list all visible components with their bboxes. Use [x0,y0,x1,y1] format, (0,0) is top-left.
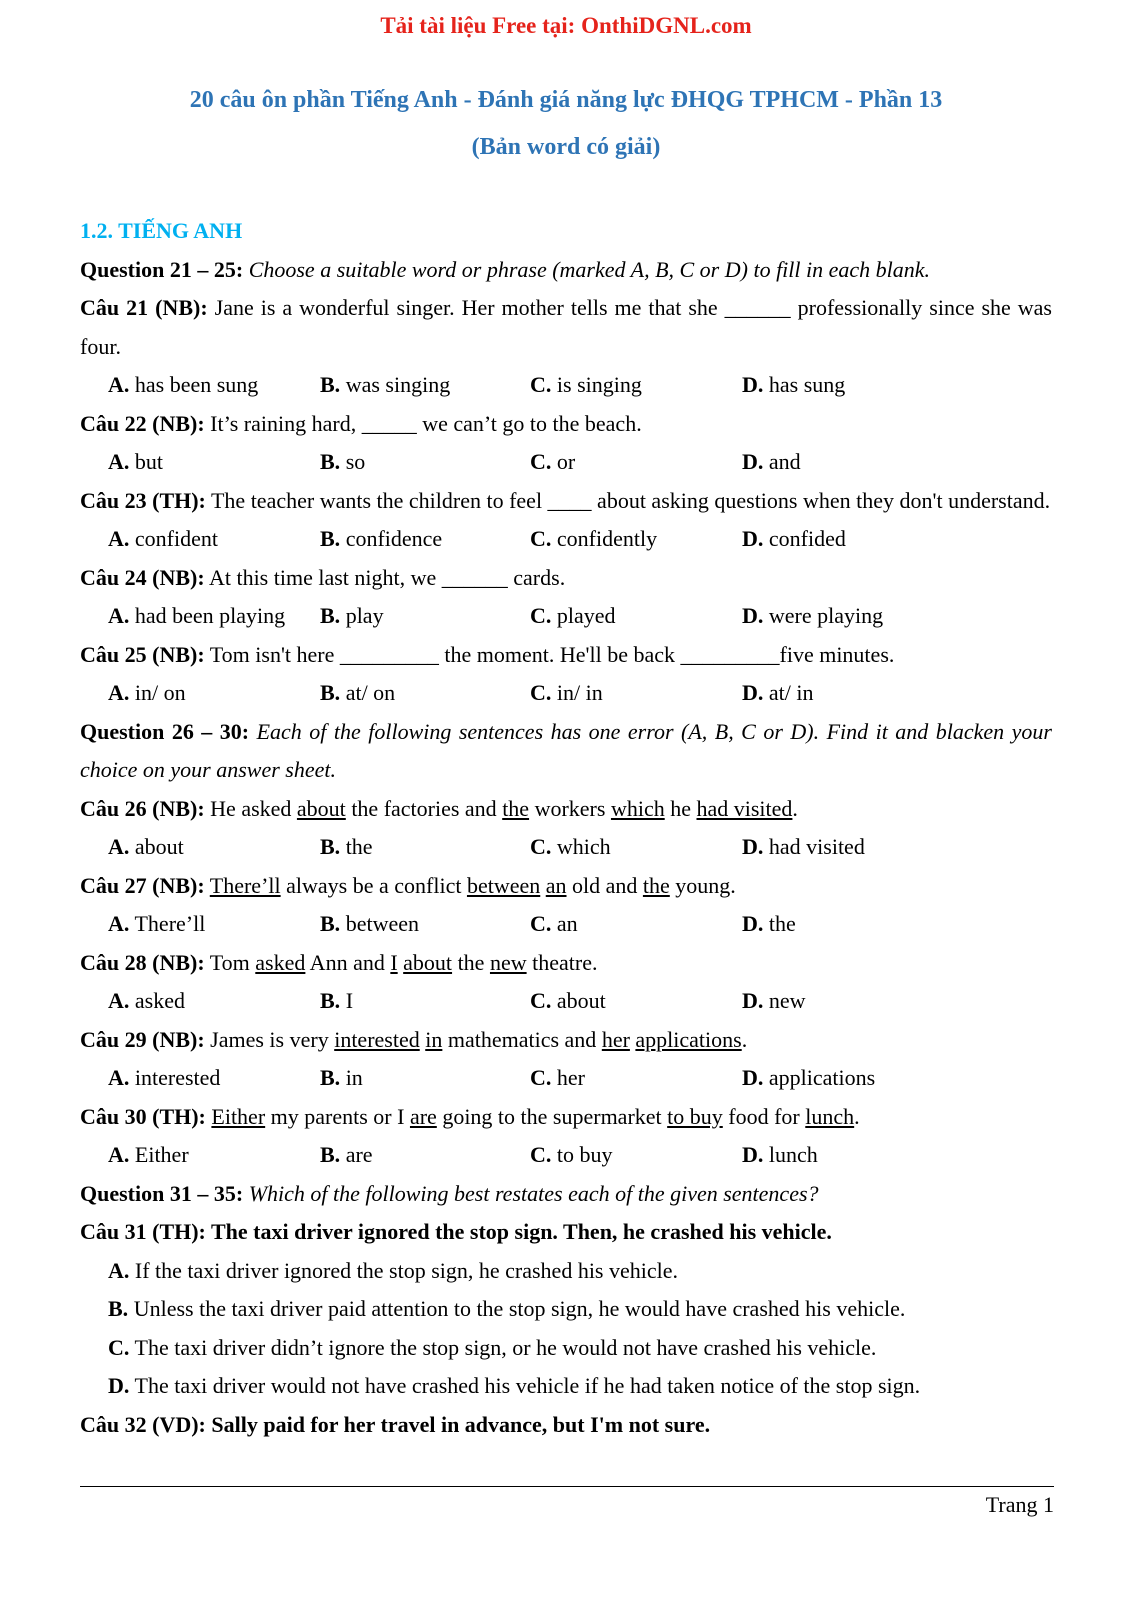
underlined-text: asked [255,949,306,975]
question-text [205,796,798,821]
option-letter: B. [320,680,341,705]
question-label: Câu 27 (NB): [80,872,205,898]
option-letter: B. [320,1065,341,1090]
text-run: Tom [204,949,256,975]
question-26 [80,790,1052,829]
section-heading: 1.2. TIẾNG ANH [80,218,243,243]
text-run: At this time last night, we ______ cards. [204,564,566,590]
question-text [205,411,642,436]
option-letter: C. [530,1065,552,1090]
options-row-22 [80,443,1052,482]
option-letter: A. [108,834,130,859]
option-d: D. confided [742,526,846,551]
option-letter: D. [742,449,764,474]
text-run: always be a conflict [280,872,467,898]
options-row-23 [80,520,1052,559]
option-d: D. lunch [742,1142,818,1167]
option-letter: C. [530,372,552,397]
option-a: A. interested [108,1065,221,1090]
options-row-27 [80,905,1052,944]
title-line-1: 20 câu ôn phần Tiếng Anh - Đánh giá năng lực ĐHQG TPHCM - Phần 13 [189,87,943,113]
page-footer [80,1486,1054,1520]
question-27 [80,867,1052,906]
options-row-29 [80,1059,1052,1098]
option-letter: D. [742,1065,764,1090]
option-letter: A. [108,988,130,1013]
underlined-text: an [545,872,567,898]
question-25 [80,636,1052,675]
text-run: The teacher wants the children to feel ____ about asking questions when they don't understand. [205,487,1051,513]
question-22 [80,405,1052,444]
text-run: It’s raining hard, _____ we can’t go to the beach. [204,410,642,436]
question-21 [80,289,1052,366]
question-29 [80,1021,1052,1060]
question-text [205,642,895,667]
question-32 [80,1406,1052,1445]
option-letter: A. [108,603,130,628]
option-d: D. the [742,911,796,936]
question-31-option-c [80,1329,1052,1368]
text-run: Ann and [305,949,391,975]
group-intro-instruction: Which of the following best restates each of the given sentences? [243,1180,819,1206]
option-a: A. has been sung [108,372,259,397]
question-text [80,295,1052,359]
option-a: A. asked [108,988,185,1013]
question-31-option-d [80,1367,1052,1406]
option-c: C. her [530,1065,585,1090]
option-b: B. confidence [320,526,443,551]
text-run: He asked [204,795,297,821]
option-d: D. applications [742,1065,876,1090]
underlined-text: the [502,795,530,821]
option-letter: C. [530,834,552,859]
underlined-text: between [466,872,541,898]
option-b: B. was singing [320,372,451,397]
question-30 [80,1098,1052,1137]
text-run: workers [529,795,611,821]
option-letter: C. [530,680,552,705]
title-line-2: (Bản word có giải) [471,134,661,160]
options-row-30 [80,1136,1052,1175]
option-letter: C. [530,449,552,474]
question-label: Câu 32 (VD): [80,1411,206,1437]
watermark-header [0,12,1132,40]
option-letter: A. [108,911,130,936]
option-letter: D. [742,911,764,936]
question-label: Câu 28 (NB): [80,949,205,975]
question-label: Câu 24 (NB): [80,564,205,590]
options-row-25 [80,674,1052,713]
option-letter: B. [320,449,341,474]
text-run: mathematics and [442,1026,602,1052]
group-intro-label: Question 31 – 35: [80,1180,244,1206]
option-a: A. in/ on [108,680,186,705]
option-c: C. in/ in [530,680,603,705]
text-run: my parents or I [265,1103,410,1129]
option-d: D. and [742,449,801,474]
option-a: A. had been playing [108,603,286,628]
text-run: Jane is a wonderful singer. Her mother tells me that she ______ professionally since she was four. [80,295,1052,359]
option-letter: D. [742,834,764,859]
option-b: B. are [320,1142,373,1167]
watermark-text: Tải tài liệu Free tại: OnthiDGNL.com [380,13,752,38]
group-intro-26-30 [80,713,1052,790]
option-b: B. the [320,834,373,859]
option-d: D. at/ in [742,680,814,705]
option-letter: B. [320,526,341,551]
group-intro-instruction: Each of the following sentences has one error (A, B, C or D). Find it and blacken your choice on your answer sheet. [80,718,1052,782]
underlined-text: which [610,795,665,821]
option-letter: B. [320,372,341,397]
question-23 [80,482,1052,521]
group-intro-31-35 [80,1175,1052,1214]
question-text [206,488,1050,513]
text-run: James is very [204,1026,335,1052]
underlined-text: had visited [696,795,793,821]
option-a: A. about [108,834,184,859]
option-text: Unless the taxi driver paid attention to the stop sign, he would have crashed his vehicle. [133,1296,906,1321]
question-text [205,1027,748,1052]
text-run: the [452,949,490,975]
option-a: A. There’ll [108,911,206,936]
group-intro-instruction: Choose a suitable word or phrase (marked A, B, C or D) to fill in each blank. [243,256,931,282]
question-label: Câu 29 (NB): [80,1026,205,1052]
option-letter: B. [320,911,341,936]
question-label: Câu 30 (TH): [80,1103,206,1129]
option-c: C. played [530,603,616,628]
question-label: Câu 26 (NB): [80,795,205,821]
text-run: young. [669,872,736,898]
option-letter: D. [742,680,764,705]
option-letter: B. [320,603,341,628]
option-b: B. play [320,603,384,628]
option-c: C. which [530,834,611,859]
option-text: The taxi driver didn’t ignore the stop sign, or he would not have crashed his vehicle. [134,1334,877,1360]
option-letter: D. [742,372,764,397]
group-intro-label: Question 21 – 25: [80,256,244,282]
option-b: B. in [320,1065,363,1090]
option-c: C. to buy [530,1142,613,1167]
option-a: A. but [108,449,164,474]
option-text: The taxi driver would not have crashed his vehicle if he had taken notice of the stop sign. [134,1373,921,1398]
option-c: C. is singing [530,372,642,397]
underlined-text: about [296,795,346,821]
underlined-text: in [425,1026,443,1052]
question-24 [80,559,1052,598]
question-31-option-b [80,1290,1052,1329]
option-c: C. an [530,911,578,936]
question-31 [80,1213,1052,1252]
question-28 [80,944,1052,983]
option-c: C. confidently [530,526,658,551]
options-row-24 [80,597,1052,636]
text-run: theatre. [526,949,598,975]
option-a: A. Either [108,1142,189,1167]
option-letter: C. [530,603,552,628]
group-intro-21-25 [80,251,1052,290]
option-c: C. about [530,988,606,1013]
option-letter: D. [742,988,764,1013]
option-letter: D. [742,603,764,628]
option-b: B. so [320,449,366,474]
option-d: D. has sung [742,372,846,397]
underlined-text: are [409,1103,437,1129]
option-letter: D. [108,1373,130,1398]
question-text [205,873,736,898]
options-row-26 [80,828,1052,867]
option-letter: C. [108,1334,130,1360]
option-d: D. new [742,988,806,1013]
underlined-text: her [601,1026,630,1052]
underlined-text: lunch [805,1103,855,1129]
text-run: the factories and [345,795,503,821]
option-letter: B. [320,1142,341,1167]
document-body [80,212,1052,1444]
option-letter: A. [108,526,130,551]
text-run: . [741,1026,748,1052]
underlined-text: I [390,949,398,975]
option-text: If the taxi driver ignored the stop sign, he crashed his vehicle. [134,1257,679,1283]
question-statement: Sally paid for her travel in advance, but I'm not sure. [205,1411,711,1437]
option-a: A. confident [108,526,218,551]
underlined-text: interested [334,1026,420,1052]
option-letter: A. [108,372,130,397]
option-b: B. between [320,911,419,936]
option-letter: D. [742,1142,764,1167]
option-letter: C. [530,988,552,1013]
group-intro-label: Question 26 – 30: [80,718,250,744]
underlined-text: to buy [667,1103,723,1129]
option-d: D. were playing [742,603,884,628]
question-statement: The taxi driver ignored the stop sign. Then, he crashed his vehicle. [205,1219,832,1244]
question-label: Câu 31 (TH): [80,1219,206,1244]
question-31-option-a [80,1252,1052,1291]
document-title [0,77,1132,171]
underlined-text: There’ll [209,872,281,898]
option-b: B. at/ on [320,680,396,705]
question-text [205,565,566,590]
underlined-text: new [489,949,527,975]
question-text [206,1104,860,1129]
option-letter: C. [530,526,552,551]
question-label: Câu 25 (NB): [80,641,205,667]
underlined-text: about [403,949,453,975]
option-letter: A. [108,449,130,474]
text-run: Tom isn't here _________ the moment. He'll be back _________five minutes. [204,641,895,667]
page-number: Trang 1 [985,1492,1054,1517]
text-run: old and [566,872,643,898]
underlined-text: the [642,872,670,898]
text-run: . [854,1103,860,1129]
text-run: going to the supermarket [436,1103,668,1129]
underlined-text: Either [211,1103,266,1129]
options-row-28 [80,982,1052,1021]
option-letter: B. [108,1296,129,1321]
question-label: Câu 23 (TH): [80,487,206,513]
question-text [205,950,598,975]
option-letter: B. [320,988,341,1013]
options-row-21 [80,366,1052,405]
option-letter: A. [108,1142,130,1167]
text-run: food for [722,1103,806,1129]
option-letter: A. [108,1257,130,1283]
option-letter: C. [530,911,552,936]
question-label: Câu 22 (NB): [80,410,205,436]
option-letter: A. [108,680,130,705]
option-letter: D. [742,526,764,551]
option-d: D. had visited [742,834,865,859]
underlined-text: applications [635,1026,742,1052]
option-b: B. I [320,988,354,1013]
option-letter: B. [320,834,341,859]
option-letter: A. [108,1065,130,1090]
question-label: Câu 21 (NB): [80,295,208,320]
text-run: . [792,795,798,821]
option-letter: C. [530,1142,552,1167]
option-c: C. or [530,449,576,474]
text-run: he [664,795,697,821]
